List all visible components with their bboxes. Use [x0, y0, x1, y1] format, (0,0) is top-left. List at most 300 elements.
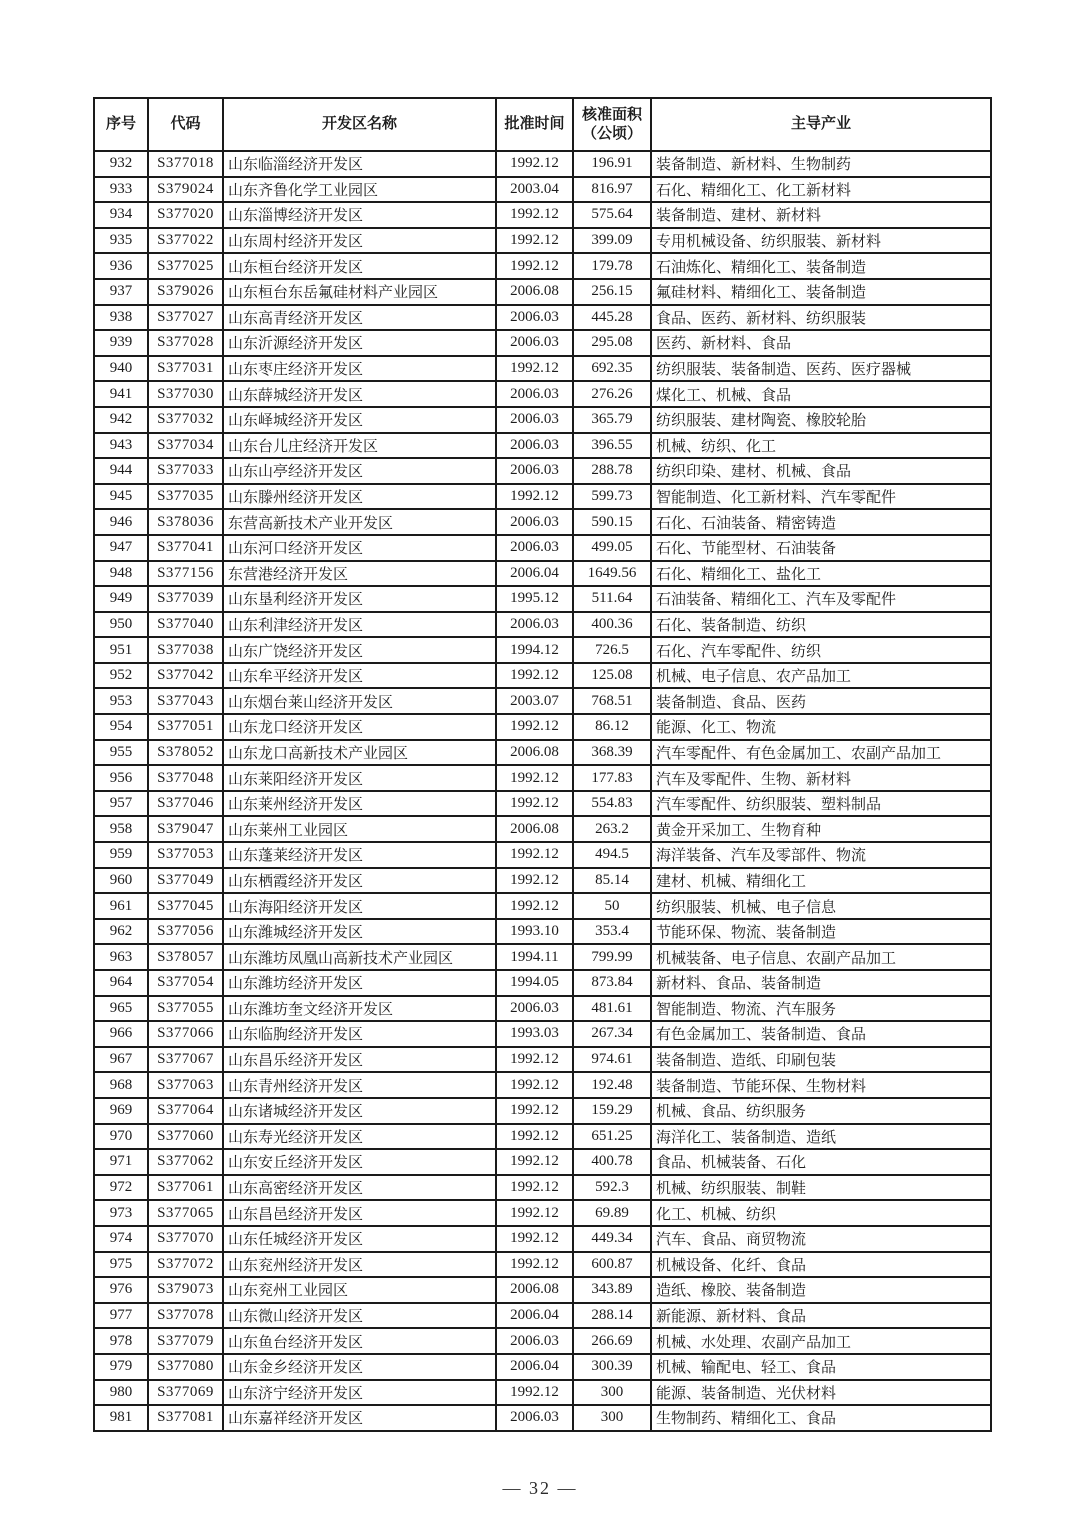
cell-industries: 石化、石油装备、精密铸造	[651, 509, 991, 535]
cell-code: S377042	[148, 663, 223, 689]
cell-area: 300.39	[573, 1354, 651, 1380]
cell-code: S377032	[148, 407, 223, 433]
cell-date: 1992.12	[496, 1252, 573, 1278]
cell-name: 山东枣庄经济开发区	[223, 356, 496, 382]
cell-name: 山东潍坊奎文经济开发区	[223, 996, 496, 1022]
cell-index: 949	[94, 586, 148, 612]
cell-code: S377156	[148, 561, 223, 587]
cell-code: S377078	[148, 1303, 223, 1329]
cell-index: 968	[94, 1072, 148, 1098]
cell-area: 799.99	[573, 944, 651, 970]
table-row	[94, 228, 991, 254]
table-header	[94, 98, 991, 151]
cell-code: S377048	[148, 765, 223, 791]
cell-index: 976	[94, 1277, 148, 1303]
cell-index: 957	[94, 791, 148, 817]
cell-industries: 石化、装备制造、纺织	[651, 612, 991, 638]
cell-industries: 机械装备、电子信息、农副产品加工	[651, 944, 991, 970]
cell-index: 961	[94, 893, 148, 919]
cell-date: 2006.03	[496, 330, 573, 356]
table-row	[94, 1124, 991, 1150]
table-row	[94, 484, 991, 510]
cell-name: 山东烟台莱山经济开发区	[223, 688, 496, 714]
cell-date: 2006.04	[496, 1354, 573, 1380]
cell-date: 1992.12	[496, 1200, 573, 1226]
cell-industries: 装备制造、食品、医药	[651, 688, 991, 714]
cell-area: 575.64	[573, 202, 651, 228]
cell-area: 179.78	[573, 253, 651, 279]
cell-date: 1992.12	[496, 484, 573, 510]
cell-name: 山东沂源经济开发区	[223, 330, 496, 356]
cell-index: 953	[94, 688, 148, 714]
cell-index: 950	[94, 612, 148, 638]
table-row	[94, 1072, 991, 1098]
cell-index: 935	[94, 228, 148, 254]
cell-code: S377051	[148, 714, 223, 740]
table-row	[94, 688, 991, 714]
cell-index: 959	[94, 842, 148, 868]
cell-name: 山东济宁经济开发区	[223, 1380, 496, 1406]
cell-name: 东营港经济开发区	[223, 561, 496, 587]
cell-index: 937	[94, 279, 148, 305]
cell-index: 980	[94, 1380, 148, 1406]
cell-date: 2006.08	[496, 816, 573, 842]
cell-name: 山东青州经济开发区	[223, 1072, 496, 1098]
cell-industries: 能源、装备制造、光伏材料	[651, 1380, 991, 1406]
cell-code: S378036	[148, 509, 223, 535]
cell-name: 山东高青经济开发区	[223, 305, 496, 331]
cell-code: S377043	[148, 688, 223, 714]
table-row	[94, 586, 991, 612]
header-area-line1: 核准面积	[581, 106, 642, 123]
cell-code: S379073	[148, 1277, 223, 1303]
cell-index: 948	[94, 561, 148, 587]
cell-industries: 食品、医药、新材料、纺织服装	[651, 305, 991, 331]
cell-area: 592.3	[573, 1175, 651, 1201]
cell-date: 2006.03	[496, 433, 573, 459]
cell-index: 965	[94, 996, 148, 1022]
cell-code: S377069	[148, 1380, 223, 1406]
cell-industries: 煤化工、机械、食品	[651, 381, 991, 407]
cell-date: 2006.03	[496, 1328, 573, 1354]
cell-name: 山东临朐经济开发区	[223, 1021, 496, 1047]
cell-date: 1992.12	[496, 868, 573, 894]
cell-name: 山东莱州经济开发区	[223, 791, 496, 817]
cell-code: S377031	[148, 356, 223, 382]
cell-name: 山东嘉祥经济开发区	[223, 1405, 496, 1431]
cell-code: S377028	[148, 330, 223, 356]
table-row	[94, 561, 991, 587]
cell-area: 86.12	[573, 714, 651, 740]
cell-industries: 海洋化工、装备制造、造纸	[651, 1124, 991, 1150]
cell-date: 2006.03	[496, 1405, 573, 1431]
cell-name: 山东寿光经济开发区	[223, 1124, 496, 1150]
table-row	[94, 151, 991, 177]
cell-name: 山东桓台经济开发区	[223, 253, 496, 279]
table-row	[94, 535, 991, 561]
cell-industries: 机械、水处理、农副产品加工	[651, 1328, 991, 1354]
cell-industries: 新材料、食品、装备制造	[651, 970, 991, 996]
cell-index: 966	[94, 1021, 148, 1047]
cell-name: 山东广饶经济开发区	[223, 637, 496, 663]
cell-name: 山东潍城经济开发区	[223, 919, 496, 945]
cell-index: 958	[94, 816, 148, 842]
cell-index: 974	[94, 1226, 148, 1252]
cell-industries: 机械、食品、纺织服务	[651, 1098, 991, 1124]
cell-name: 山东兖州工业园区	[223, 1277, 496, 1303]
table-row	[94, 996, 991, 1022]
cell-index: 939	[94, 330, 148, 356]
cell-industries: 机械、纺织、化工	[651, 433, 991, 459]
cell-index: 951	[94, 637, 148, 663]
cell-index: 933	[94, 177, 148, 203]
cell-code: S377079	[148, 1328, 223, 1354]
cell-code: S377030	[148, 381, 223, 407]
cell-industries: 机械、电子信息、农产品加工	[651, 663, 991, 689]
cell-industries: 装备制造、造纸、印刷包装	[651, 1047, 991, 1073]
table-row	[94, 1098, 991, 1124]
cell-index: 941	[94, 381, 148, 407]
cell-name: 山东鱼台经济开发区	[223, 1328, 496, 1354]
cell-name: 山东桓台东岳氟硅材料产业园区	[223, 279, 496, 305]
cell-industries: 纺织印染、建材、机械、食品	[651, 458, 991, 484]
cell-area: 125.08	[573, 663, 651, 689]
cell-name: 山东昌邑经济开发区	[223, 1200, 496, 1226]
cell-code: S377056	[148, 919, 223, 945]
cell-industries: 汽车及零配件、生物、新材料	[651, 765, 991, 791]
cell-code: S377035	[148, 484, 223, 510]
cell-date: 2006.08	[496, 279, 573, 305]
table-row	[94, 381, 991, 407]
cell-code: S377033	[148, 458, 223, 484]
cell-area: 481.61	[573, 996, 651, 1022]
cell-industries: 食品、机械装备、石化	[651, 1149, 991, 1175]
cell-industries: 节能环保、物流、装备制造	[651, 919, 991, 945]
cell-date: 1994.11	[496, 944, 573, 970]
cell-date: 1992.12	[496, 663, 573, 689]
cell-date: 1992.12	[496, 1072, 573, 1098]
cell-index: 943	[94, 433, 148, 459]
cell-area: 69.89	[573, 1200, 651, 1226]
table-row	[94, 637, 991, 663]
cell-area: 256.15	[573, 279, 651, 305]
table-row	[94, 1226, 991, 1252]
table-row	[94, 663, 991, 689]
cell-code: S377063	[148, 1072, 223, 1098]
cell-area: 499.05	[573, 535, 651, 561]
cell-code: S377038	[148, 637, 223, 663]
cell-industries: 纺织服装、装备制造、医药、医疗器械	[651, 356, 991, 382]
cell-date: 2006.08	[496, 740, 573, 766]
cell-name: 山东莱阳经济开发区	[223, 765, 496, 791]
cell-name: 山东台儿庄经济开发区	[223, 433, 496, 459]
cell-name: 山东海阳经济开发区	[223, 893, 496, 919]
cell-date: 1992.12	[496, 1149, 573, 1175]
cell-name: 山东昌乐经济开发区	[223, 1047, 496, 1073]
cell-area: 599.73	[573, 484, 651, 510]
cell-code: S377065	[148, 1200, 223, 1226]
table-row	[94, 970, 991, 996]
cell-name: 山东牟平经济开发区	[223, 663, 496, 689]
table-row	[94, 868, 991, 894]
cell-industries: 汽车、食品、商贸物流	[651, 1226, 991, 1252]
cell-area: 50	[573, 893, 651, 919]
table-row	[94, 305, 991, 331]
cell-code: S377070	[148, 1226, 223, 1252]
cell-area: 400.36	[573, 612, 651, 638]
cell-code: S377039	[148, 586, 223, 612]
table-row	[94, 1200, 991, 1226]
cell-code: S377081	[148, 1405, 223, 1431]
cell-industries: 智能制造、化工新材料、汽车零配件	[651, 484, 991, 510]
table-row	[94, 765, 991, 791]
cell-area: 343.89	[573, 1277, 651, 1303]
cell-code: S377066	[148, 1021, 223, 1047]
development-zone-table	[93, 97, 992, 1432]
cell-date: 1992.12	[496, 1380, 573, 1406]
cell-code: S377072	[148, 1252, 223, 1278]
cell-name: 山东安丘经济开发区	[223, 1149, 496, 1175]
cell-code: S377040	[148, 612, 223, 638]
cell-index: 972	[94, 1175, 148, 1201]
cell-area: 196.91	[573, 151, 651, 177]
cell-date: 2006.03	[496, 381, 573, 407]
cell-area: 276.26	[573, 381, 651, 407]
cell-industries: 黄金开采加工、生物育种	[651, 816, 991, 842]
cell-name: 山东诸城经济开发区	[223, 1098, 496, 1124]
table-row	[94, 253, 991, 279]
cell-area: 816.97	[573, 177, 651, 203]
cell-index: 977	[94, 1303, 148, 1329]
cell-name: 山东薛城经济开发区	[223, 381, 496, 407]
cell-area: 85.14	[573, 868, 651, 894]
cell-index: 932	[94, 151, 148, 177]
cell-index: 956	[94, 765, 148, 791]
cell-name: 山东周村经济开发区	[223, 228, 496, 254]
cell-area: 159.29	[573, 1098, 651, 1124]
cell-date: 2006.04	[496, 561, 573, 587]
cell-date: 2006.03	[496, 996, 573, 1022]
cell-index: 947	[94, 535, 148, 561]
cell-date: 1992.12	[496, 765, 573, 791]
cell-date: 1994.05	[496, 970, 573, 996]
table-row	[94, 202, 991, 228]
cell-name: 山东蓬莱经济开发区	[223, 842, 496, 868]
table-row	[94, 714, 991, 740]
cell-date: 1992.12	[496, 228, 573, 254]
cell-index: 934	[94, 202, 148, 228]
cell-index: 954	[94, 714, 148, 740]
header-name: 开发区名称	[223, 98, 496, 151]
cell-area: 396.55	[573, 433, 651, 459]
cell-date: 1992.12	[496, 1175, 573, 1201]
table-row	[94, 330, 991, 356]
cell-area: 266.69	[573, 1328, 651, 1354]
cell-area: 600.87	[573, 1252, 651, 1278]
cell-index: 971	[94, 1149, 148, 1175]
cell-name: 山东兖州经济开发区	[223, 1252, 496, 1278]
table-row	[94, 816, 991, 842]
cell-industries: 石化、精细化工、盐化工	[651, 561, 991, 587]
cell-index: 969	[94, 1098, 148, 1124]
cell-name: 山东栖霞经济开发区	[223, 868, 496, 894]
cell-name: 山东潍坊凤凰山高新技术产业园区	[223, 944, 496, 970]
cell-area: 692.35	[573, 356, 651, 382]
cell-industries: 有色金属加工、装备制造、食品	[651, 1021, 991, 1047]
table-row	[94, 740, 991, 766]
cell-code: S377046	[148, 791, 223, 817]
cell-date: 1992.12	[496, 1226, 573, 1252]
cell-code: S377080	[148, 1354, 223, 1380]
table-row	[94, 791, 991, 817]
cell-industries: 汽车零配件、纺织服装、塑料制品	[651, 791, 991, 817]
cell-industries: 新能源、新材料、食品	[651, 1303, 991, 1329]
cell-area: 300	[573, 1405, 651, 1431]
cell-industries: 汽车零配件、有色金属加工、农副产品加工	[651, 740, 991, 766]
cell-code: S377060	[148, 1124, 223, 1150]
cell-industries: 石油装备、精细化工、汽车及零配件	[651, 586, 991, 612]
cell-name: 山东临淄经济开发区	[223, 151, 496, 177]
cell-index: 946	[94, 509, 148, 535]
cell-name: 山东高密经济开发区	[223, 1175, 496, 1201]
cell-date: 1992.12	[496, 714, 573, 740]
table-row	[94, 612, 991, 638]
cell-code: S378057	[148, 944, 223, 970]
cell-industries: 建材、机械、精细化工	[651, 868, 991, 894]
table-row	[94, 458, 991, 484]
cell-index: 938	[94, 305, 148, 331]
table-row	[94, 1149, 991, 1175]
cell-area: 1649.56	[573, 561, 651, 587]
cell-name: 山东莱州工业园区	[223, 816, 496, 842]
table-row	[94, 279, 991, 305]
table-row	[94, 356, 991, 382]
table-row	[94, 842, 991, 868]
cell-area: 399.09	[573, 228, 651, 254]
cell-name: 山东金乡经济开发区	[223, 1354, 496, 1380]
cell-industries: 纺织服装、机械、电子信息	[651, 893, 991, 919]
cell-area: 554.83	[573, 791, 651, 817]
table-row	[94, 407, 991, 433]
table-header-row	[94, 98, 991, 151]
cell-index: 970	[94, 1124, 148, 1150]
cell-industries: 石化、节能型材、石油装备	[651, 535, 991, 561]
table-row	[94, 1047, 991, 1073]
cell-industries: 装备制造、建材、新材料	[651, 202, 991, 228]
cell-name: 山东任城经济开发区	[223, 1226, 496, 1252]
cell-date: 2006.03	[496, 509, 573, 535]
cell-area: 445.28	[573, 305, 651, 331]
cell-industries: 石油炼化、精细化工、装备制造	[651, 253, 991, 279]
header-area	[573, 98, 651, 151]
cell-area: 177.83	[573, 765, 651, 791]
table-row	[94, 944, 991, 970]
cell-area: 590.15	[573, 509, 651, 535]
cell-code: S377053	[148, 842, 223, 868]
cell-index: 945	[94, 484, 148, 510]
cell-code: S379024	[148, 177, 223, 203]
table-row	[94, 1252, 991, 1278]
cell-index: 955	[94, 740, 148, 766]
cell-name: 山东微山经济开发区	[223, 1303, 496, 1329]
table-row	[94, 433, 991, 459]
cell-index: 952	[94, 663, 148, 689]
cell-date: 2003.04	[496, 177, 573, 203]
table-row	[94, 1405, 991, 1431]
cell-industries: 装备制造、新材料、生物制药	[651, 151, 991, 177]
cell-name: 山东峄城经济开发区	[223, 407, 496, 433]
cell-code: S377022	[148, 228, 223, 254]
cell-date: 2006.03	[496, 305, 573, 331]
cell-industries: 医药、新材料、食品	[651, 330, 991, 356]
cell-index: 975	[94, 1252, 148, 1278]
table-row	[94, 177, 991, 203]
table-row	[94, 509, 991, 535]
cell-area: 192.48	[573, 1072, 651, 1098]
cell-industries: 装备制造、节能环保、生物材料	[651, 1072, 991, 1098]
page-number: — 32 —	[502, 1478, 578, 1498]
cell-code: S377020	[148, 202, 223, 228]
cell-area: 353.4	[573, 919, 651, 945]
cell-area: 288.14	[573, 1303, 651, 1329]
header-code: 代码	[148, 98, 223, 151]
cell-area: 368.39	[573, 740, 651, 766]
cell-area: 400.78	[573, 1149, 651, 1175]
cell-date: 2006.03	[496, 407, 573, 433]
table-row	[94, 1303, 991, 1329]
cell-index: 960	[94, 868, 148, 894]
cell-area: 449.34	[573, 1226, 651, 1252]
cell-code: S379026	[148, 279, 223, 305]
cell-area: 263.2	[573, 816, 651, 842]
cell-index: 973	[94, 1200, 148, 1226]
cell-date: 1992.12	[496, 1047, 573, 1073]
cell-name: 山东河口经济开发区	[223, 535, 496, 561]
cell-industries: 机械、输配电、轻工、食品	[651, 1354, 991, 1380]
cell-date: 2006.08	[496, 1277, 573, 1303]
cell-industries: 石化、汽车零配件、纺织	[651, 637, 991, 663]
cell-date: 1993.10	[496, 919, 573, 945]
cell-area: 288.78	[573, 458, 651, 484]
table-row	[94, 1380, 991, 1406]
table-row	[94, 1175, 991, 1201]
cell-date: 1994.12	[496, 637, 573, 663]
cell-name: 山东垦利经济开发区	[223, 586, 496, 612]
cell-area: 651.25	[573, 1124, 651, 1150]
cell-code: S377041	[148, 535, 223, 561]
table-row	[94, 1277, 991, 1303]
cell-name: 山东利津经济开发区	[223, 612, 496, 638]
cell-industries: 能源、化工、物流	[651, 714, 991, 740]
cell-code: S377018	[148, 151, 223, 177]
cell-date: 1993.03	[496, 1021, 573, 1047]
cell-name: 山东山亭经济开发区	[223, 458, 496, 484]
table-body	[94, 151, 991, 1431]
cell-index: 967	[94, 1047, 148, 1073]
cell-date: 2006.04	[496, 1303, 573, 1329]
header-index: 序号	[94, 98, 148, 151]
header-industries: 主导产业	[651, 98, 991, 151]
cell-date: 1992.12	[496, 151, 573, 177]
cell-area: 295.08	[573, 330, 651, 356]
cell-industries: 机械、纺织服装、制鞋	[651, 1175, 991, 1201]
cell-area: 511.64	[573, 586, 651, 612]
cell-area: 726.5	[573, 637, 651, 663]
cell-index: 942	[94, 407, 148, 433]
cell-industries: 智能制造、物流、汽车服务	[651, 996, 991, 1022]
cell-area: 494.5	[573, 842, 651, 868]
cell-date: 1995.12	[496, 586, 573, 612]
